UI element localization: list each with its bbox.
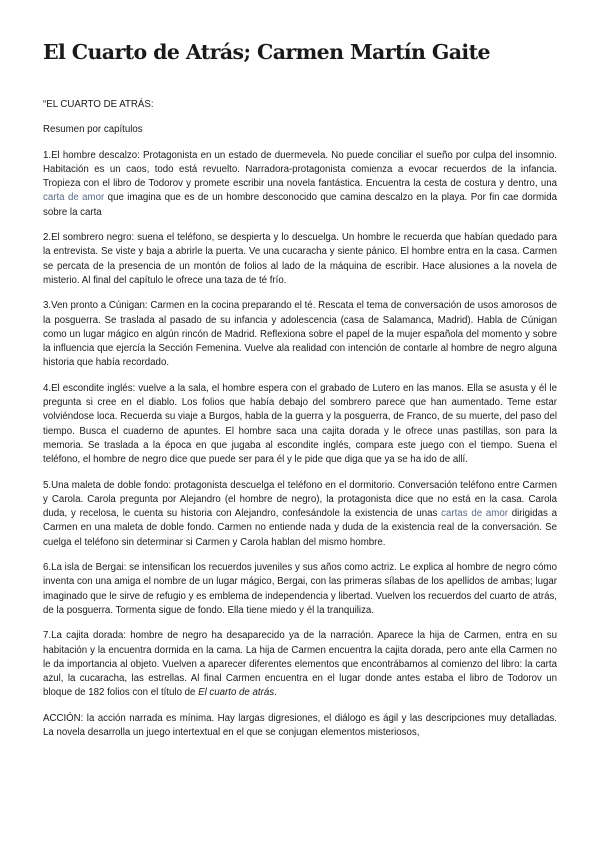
accion-paragraph: ACCIÓN: la acción narrada es mínima. Hay largas digresiones, el diálogo es ágil y las descripciones muy detalladas. La novela desarrolla un juego intertextual en el que se conjugan elementos misteriosos, (43, 712, 557, 738)
document-title: El Cuarto de Atrás; Carmen Martín Gaite (43, 40, 490, 64)
highlight-carta-de-amor: carta de amor (43, 192, 105, 204)
chapter-2-paragraph: 2.El sombrero negro: suena el teléfono, se despierta y lo descuelga. Un hombre le recuerda que habían quedado para la entrevista. Se viste y baja a abrirle la puerta. Ve una cucaracha y siente pánico. El hombre entra en la casa. Carmen se percata de la presencia de un montón de folios al lado de la máquina de escribir. Hace alusiones a la novela de misterio. Al final del capítulo le ofrece una taza de té frío. (43, 232, 557, 286)
chapter-6-paragraph: 6.La isla de Bergai: se intensifican los recuerdos juveniles y sus años como actriz. Le explica al hombre de negro cómo inventa con una amiga el nombre de un lugar mágico, Bergai, con las primeras sílabas de los apellidos de ambas; lugar imaginado que le sirve de refugio y es emblema de independencia y libertad. Vuelven los recuerdos del cuarto de atrás, de la posguerra. Tormenta sigue de fondo. Ella tiene miedo y él la tranquiliza. (43, 562, 557, 616)
chapter-7-paragraph: 7.La cajita dorada: hombre de negro ha desaparecido ya de la narración. Aparece la hija de Carmen, entra en su habitación y la encuentra dormida en la cama. La hija de Carmen encuentra la cajita dorada, pero ante ella Carmen no le da importancia al objeto. Vuelven a aparecer diferentes elementos que encontrábamos al comienzo del libro: la carta azul, la cucaracha, las estrellas. Al final Carmen encuentra en el lugar donde antes estaba el libro de Todorov un bloque de 182 folios con el título de El cuarto de atrás. (43, 630, 557, 699)
highlight-cartas-de-amor: cartas de amor (441, 508, 508, 520)
chapter-5-paragraph: 5.Una maleta de doble fondo: protagonista descuelga el teléfono en el dormitorio. Conversación teléfono entre Carmen y Carola. Carola pregunta por Alejandro (el hombre de negro), la protagonista dice que no está en la casa. Carola duda, y recelosa, le cuenta su historia con Alejandro, confesándole la existencia de unas cartas de amor dirigidas a Carmen en una maleta de doble fondo. Carmen no entiende nada y duda de la existencia real de la conversación. Se cuelga el teléfono sin determinar si Carmen y Carola hablan del mismo hombre. (43, 479, 557, 548)
chapter-4-paragraph: 4.El escondite inglés: vuelve a la sala, el hombre espera con el grabado de Lutero en las manos. Ella se asusta y él le pregunta si cree en el diablo. Los folios que había debajo del sombrero parece que han aumentado. Teme estar volviéndose loca. Recuerda su viaje a Burgos, habla de la guerra y la posguerra, de Franco, de su muerte, del paso del tiempo. Busca el cuaderno de apuntes. El hombre saca una cajita dorada y le ofrece unas pastillas, son para la memoria. Se traslada a la época en que jugaba al escondite inglés, compara este juego con el tiempo. Suena el teléfono, el hombre de negro dice que puede ser para él y le pide que diga que ya se ha ido de allí. (43, 382, 557, 466)
document-subheading: Resumen por capítulos (43, 124, 143, 136)
document-heading: “EL CUARTO DE ATRÁS: (43, 99, 154, 110)
book-title-italic: El cuarto de atrás (198, 687, 275, 699)
chapter-1-paragraph: 1.El hombre descalzo: Protagonista en un estado de duermevela. No puede conciliar el sueño por culpa del insomnio. Habitación es un caos, todo está revuelto. Narradora-protagonista comienza a evocar recuerdos de la infancia. Tropieza con el libro de Todorov y promete escribir una novela fantástica. Encuentra la cesta de costura y dentro, una carta de amor que imagina que es de un hombre desconocido que camina descalzo en la playa. Por fin cae dormida sobre la carta (43, 149, 557, 218)
chapter-3-paragraph: 3.Ven pronto a Cúnigan: Carmen en la cocina preparando el té. Rescata el tema de conversación de usos amorosos de la posguerra. Se traslada al pasado de su infancia y adolescencia (casa de Salamanca, Madrid). Habla de Cúnigan como un lugar mágico en algún rincón de Madrid. Reflexiona sobre el papel de la mujer española del momento y sobre la influencia que ejercía la Sección Femenina. Vuelve ala realidad con intención de contarle al hombre de negro alguna historia que había recordado. (43, 300, 557, 369)
document-body (43, 98, 557, 751)
